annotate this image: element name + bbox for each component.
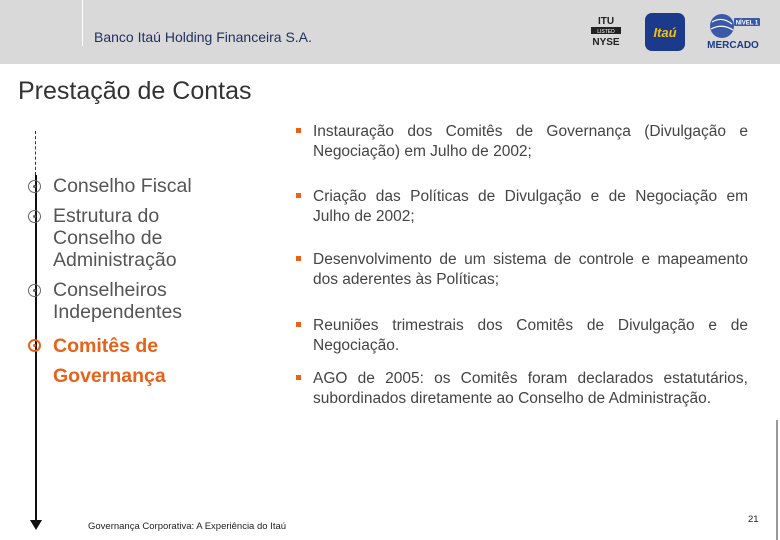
header-bar [0, 0, 780, 64]
novo-mercado-level: NÍVEL 1 [735, 20, 759, 27]
clock-bullet-icon [28, 284, 41, 297]
bullet-item [296, 316, 748, 356]
square-bullet-icon [296, 322, 301, 327]
timeline-dashed-segment [35, 131, 36, 175]
nyse-logo-exchange: NYSE [592, 37, 620, 48]
page-title: Prestação de Contas [18, 77, 252, 105]
topic-item [28, 279, 218, 323]
clock-bullet-icon [28, 180, 41, 193]
itau-logo-text: Itaú [653, 24, 677, 40]
bullet-text: Reuniões trimestrais dos Comitês de Divulgação e de Negociação. [313, 317, 748, 354]
bullet-item [296, 250, 748, 290]
clock-bullet-icon [28, 339, 41, 352]
corner-decoration-line [776, 420, 778, 540]
nyse-logo-ticker: ITU [597, 16, 615, 27]
topic-item [28, 205, 218, 271]
bullet-item [296, 369, 748, 409]
left-topic-list [28, 175, 218, 399]
bullet-item [296, 187, 748, 227]
topic-label: Conselho Fiscal [53, 175, 192, 197]
footer-text: Governança Corporativa: A Experiência do Itaú [88, 521, 287, 532]
square-bullet-icon [296, 128, 301, 133]
topic-label: Comitês de Governança [53, 335, 166, 387]
novo-mercado-logo [704, 12, 762, 54]
clock-bullet-icon [28, 210, 41, 223]
company-name: Banco Itaú Holding Financeira S.A. [94, 29, 312, 45]
header-divider [82, 0, 83, 46]
itau-logo [645, 13, 685, 51]
bullet-text: AGO de 2005: os Comitês foram declarados estatutários, subordinados diretamente ao Conselho de Administração. [313, 370, 748, 407]
bullet-text: Desenvolvimento de um sistema de controle e mapeamento dos aderentes às Políticas; [313, 251, 748, 288]
topic-item [28, 175, 218, 197]
nyse-listed-logo [588, 14, 624, 50]
page-number: 21 [748, 514, 759, 525]
topic-label: Conselheiros Independentes [53, 279, 183, 323]
bullet-text: Instauração dos Comitês de Governança (Divulgação e Negociação) em Julho de 2002; [313, 123, 748, 160]
square-bullet-icon [296, 193, 301, 198]
nyse-logo-listed: LISTED [597, 29, 615, 35]
topic-item-active [28, 331, 218, 391]
timeline-arrow-icon [30, 520, 42, 530]
square-bullet-icon [296, 375, 301, 380]
topic-label: Estrutura do Conselho de Administração [53, 205, 177, 271]
novo-mercado-name: MERCADO [707, 40, 759, 51]
bullet-item [296, 122, 748, 162]
square-bullet-icon [296, 256, 301, 261]
bullet-text: Criação das Políticas de Divulgação e de Negociação em Julho de 2002; [313, 188, 748, 225]
